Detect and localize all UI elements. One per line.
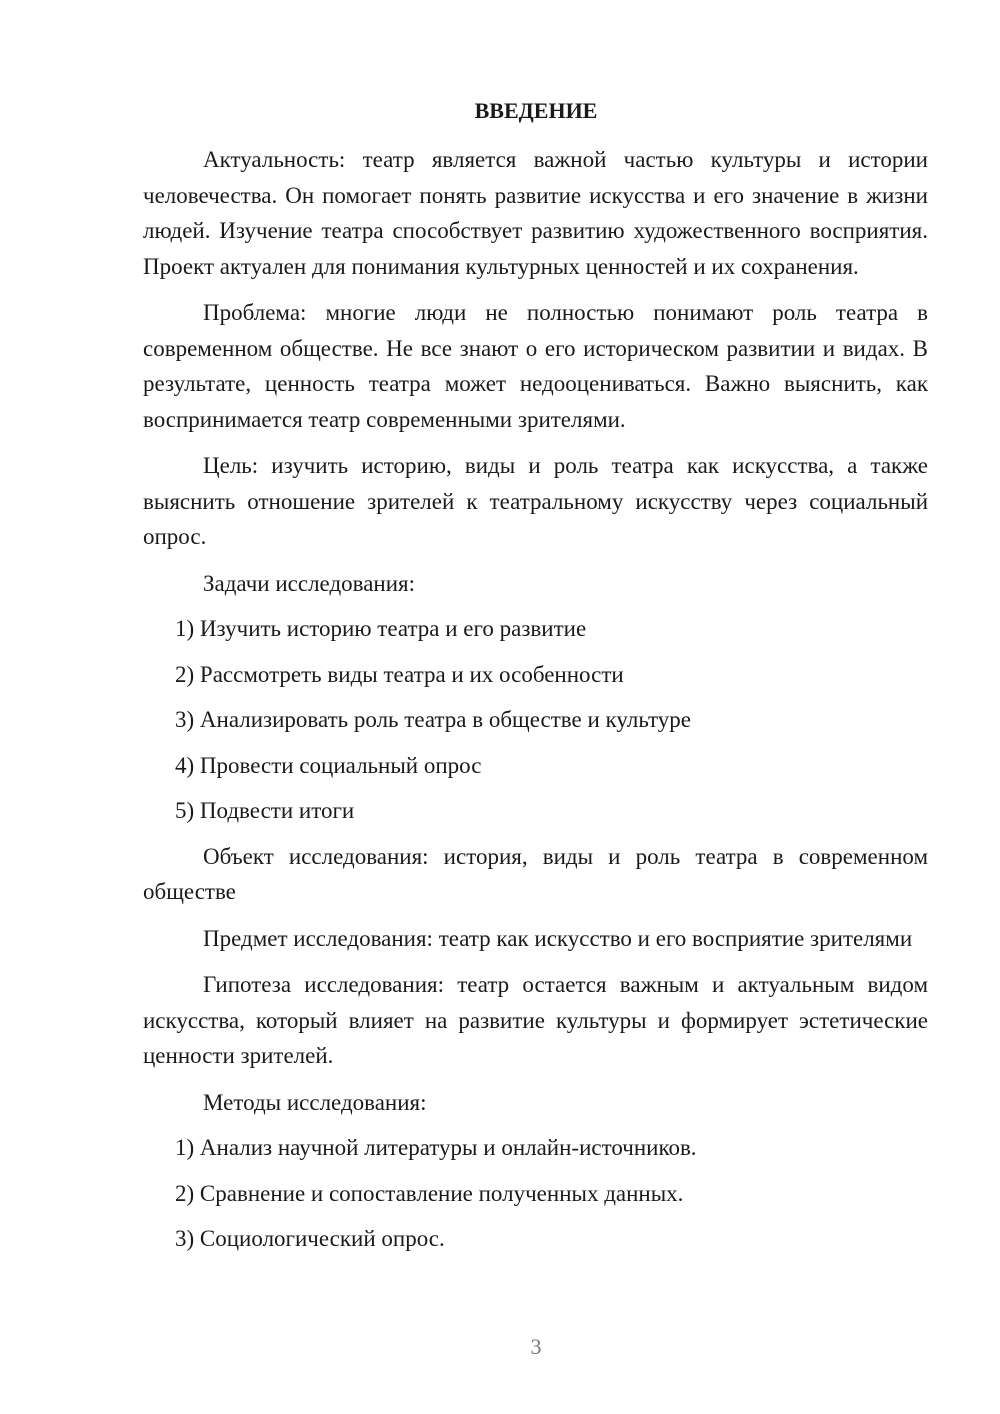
task-item: 3) Анализировать роль театра в обществе и культуре [175,707,691,732]
object-paragraph: Объект исследования: история, виды и роль театра в современном обществе [143,843,928,904]
problem-paragraph: Проблема: многие люди не полностью понимают роль театра в современном обществе. Не все знают о его историческом развитии и видах. В результате, ценность театра может недооцениваться. Важно выяснить, как воспринимается театр современными зрителями. [143,300,928,432]
page-number: 3 [530,1334,542,1359]
method-item: 2) Сравнение и сопоставление полученных данных. [175,1180,684,1206]
methods-list [143,1130,928,1257]
methods-heading: Методы исследования: [203,1089,427,1115]
hypothesis-paragraph: Гипотеза исследования: театр остается важным и актуальным видом искусства, который влияет на развитие культуры и формирует эстетические ценности зрителей. [143,972,928,1068]
relevance-paragraph: Актуальность: театр является важной частью культуры и истории человечества. Он помогает понять развитие искусства и его значение в жизни людей. Изучение театра способствует развитию художественного восприятия. Проект актуален для понимания культурных ценностей и их сохранения. [143,147,928,279]
task-item: 5) Подвести итоги [175,798,355,823]
method-item: 3) Социологический опрос. [175,1226,445,1251]
tasks-list [143,611,928,829]
task-item: 4) Провести социальный опрос [175,752,482,778]
task-item: 1) Изучить историю театра и его развитие [175,616,587,641]
goal-paragraph: Цель: изучить историю, виды и роль театра как искусства, а также выяснить отношение зрителей к театральному искусству через социальный опрос. [143,453,928,549]
tasks-heading: Задачи исследования: [203,570,416,596]
page-content [143,142,928,1267]
subject-paragraph: Предмет исследования: театр как искусство и его восприятие зрителями [203,925,913,951]
method-item: 1) Анализ научной литературы и онлайн-источников. [175,1135,697,1160]
page-title: ВВЕДЕНИЕ [474,98,598,123]
task-item: 2) Рассмотреть виды театра и их особенности [175,661,624,687]
